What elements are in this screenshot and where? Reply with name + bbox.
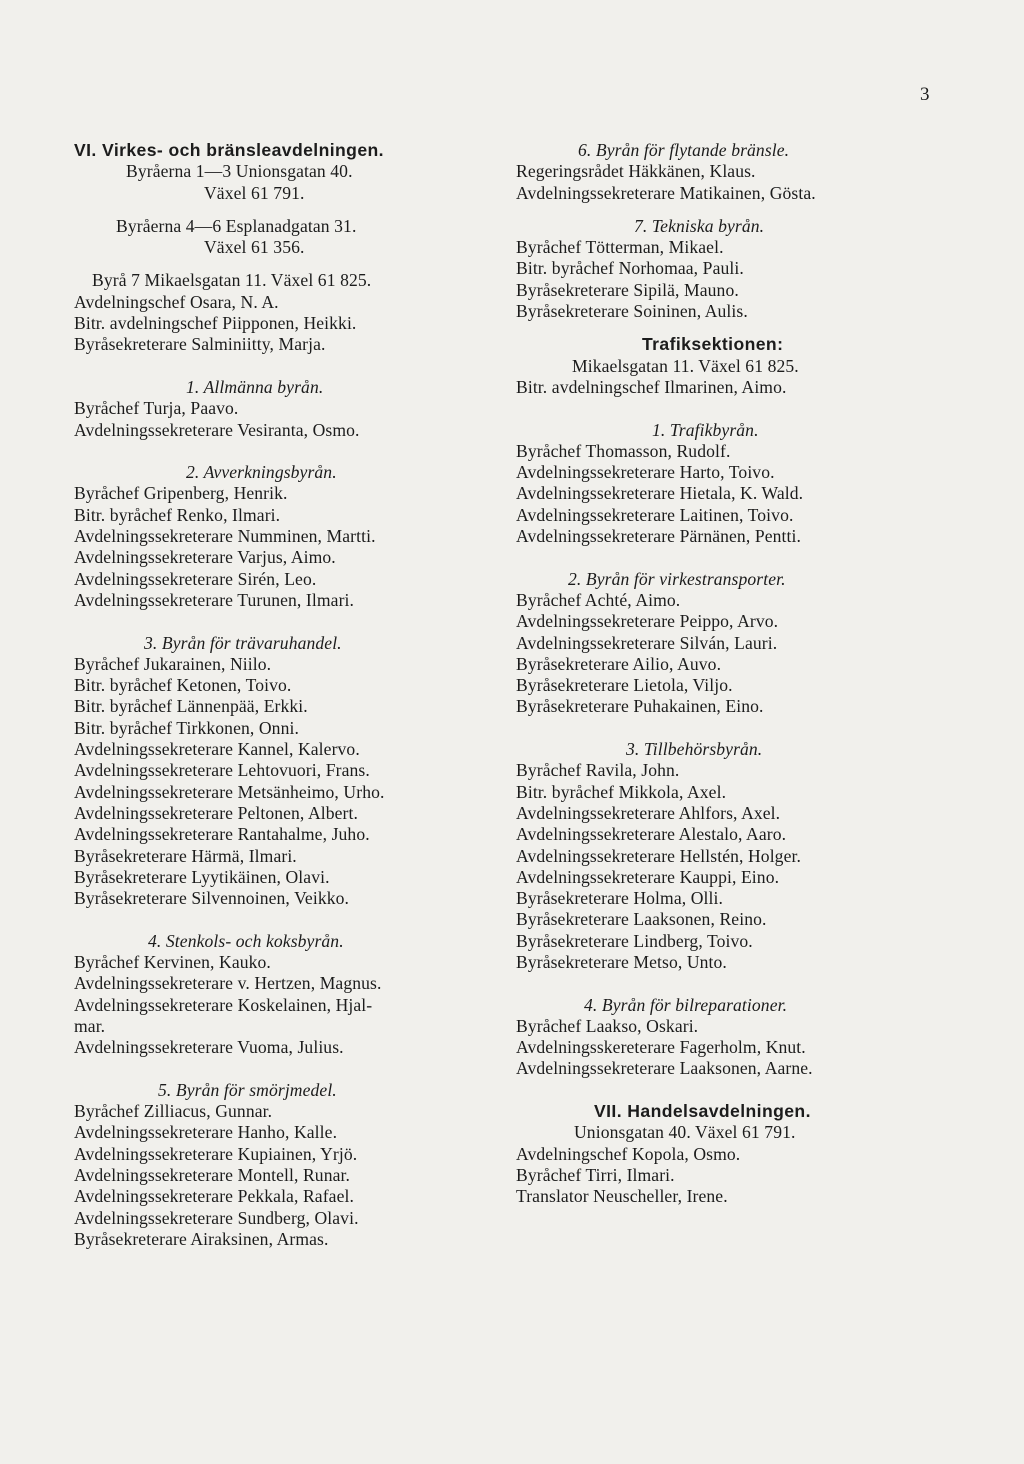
- text-line: Avdelningssekreterare Harto, Toivo.: [516, 462, 775, 483]
- text-line: Byråchef Tötterman, Mikael.: [516, 237, 724, 258]
- text-line: Byråerna 1—3 Unionsgatan 40.: [126, 161, 353, 182]
- text-line: Byråsekreterare Sipilä, Mauno.: [516, 279, 739, 300]
- text-line: Avdelningssekreterare Kauppi, Eino.: [516, 866, 780, 887]
- section-title: Trafiksektionen:: [642, 334, 784, 355]
- text-line: Bitr. avdelningschef Piipponen, Heikki.: [74, 313, 357, 334]
- text-line: Avdelningssekreterare Vesiranta, Osmo.: [74, 419, 360, 440]
- section-title: VI. Virkes- och bränsleavdelningen.: [74, 140, 384, 160]
- text-line: Avdelningschef Kopola, Osmo.: [516, 1143, 741, 1164]
- text-line: Byråsekreterare Laaksonen, Reino.: [516, 909, 767, 930]
- text-line: Avdelningssekreterare Pekkala, Rafael.: [74, 1186, 354, 1207]
- spacer: [516, 204, 936, 216]
- bureau-heading: 2. Avverkningsbyrån.: [186, 462, 337, 483]
- spacer: [516, 718, 936, 739]
- text-line: Byråchef Zilliacus, Gunnar.: [74, 1101, 273, 1122]
- right-column: [516, 140, 936, 1208]
- bureau-heading: 4. Byrån för bilreparationer.: [584, 994, 788, 1015]
- text-line: Byråerna 4—6 Esplanadgatan 31.: [116, 215, 357, 236]
- bureau-heading: 2. Byrån för virkestransporter.: [568, 568, 786, 589]
- spacer: [74, 204, 494, 216]
- spacer: [516, 1080, 936, 1101]
- text-line: mar.: [74, 1015, 106, 1036]
- text-line: Byråsekreterare Silvennoinen, Veikko.: [74, 888, 350, 909]
- text-line: Avdelningssekreterare v. Hertzen, Magnus.: [74, 973, 382, 994]
- spacer: [516, 398, 936, 419]
- bureau-heading: 1. Trafikbyrån.: [652, 419, 759, 440]
- text-line: Byråchef Thomasson, Rudolf.: [516, 440, 731, 461]
- text-line: Byråsekreterare Lyytikäinen, Olavi.: [74, 866, 330, 887]
- text-line: Byråsekreterare Metso, Unto.: [516, 951, 727, 972]
- text-line: Avdelningssekreterare Peltonen, Albert.: [74, 802, 359, 823]
- text-line: Byråsekreterare Airaksinen, Armas.: [74, 1228, 329, 1249]
- text-line: Byråsekreterare Härmä, Ilmari.: [74, 845, 297, 866]
- spacer: [516, 547, 936, 568]
- text-line: Byråsekreterare Salminiitty, Marja.: [74, 334, 326, 355]
- text-line: Avdelningssekreterare Sirén, Leo.: [74, 568, 317, 589]
- text-line: Translator Neuscheller, Irene.: [516, 1186, 728, 1207]
- text-line: Byråchef Jukarainen, Niilo.: [74, 653, 272, 674]
- left-column: [74, 140, 494, 1250]
- text-line: Byråchef Achté, Aimo.: [516, 589, 681, 610]
- text-line: Växel 61 791.: [204, 182, 305, 203]
- text-line: Byråsekreterare Holma, Olli.: [516, 888, 724, 909]
- text-line: Bitr. byråchef Tirkkonen, Onni.: [74, 717, 299, 738]
- spacer: [74, 356, 494, 377]
- spacer: [74, 1058, 494, 1079]
- text-line: Bitr. byråchef Mikkola, Axel.: [516, 781, 727, 802]
- bureau-heading: 1. Allmänna byrån.: [186, 376, 324, 397]
- spacer: [74, 611, 494, 632]
- spacer: [74, 441, 494, 462]
- text-line: Avdelningssekreterare Silván, Lauri.: [516, 632, 778, 653]
- text-line: Avdelningssekreterare Hietala, K. Wald.: [516, 483, 804, 504]
- text-line: Byråsekreterare Lindberg, Toivo.: [516, 930, 753, 951]
- spacer: [516, 973, 936, 994]
- text-line: Byråchef Tirri, Ilmari.: [516, 1164, 675, 1185]
- page-number: 3: [920, 84, 930, 105]
- spacer: [516, 322, 936, 334]
- text-line: Byråchef Gripenberg, Henrik.: [74, 483, 288, 504]
- spacer: [74, 909, 494, 930]
- text-line: Avdelningssekreterare Kupiainen, Yrjö.: [74, 1143, 358, 1164]
- text-line: Avdelningssekreterare Matikainen, Gösta.: [516, 182, 816, 203]
- bureau-heading: 5. Byrån för smörjmedel.: [158, 1079, 337, 1100]
- text-line: Avdelningschef Osara, N. A.: [74, 291, 279, 312]
- text-line: Byrå 7 Mikaelsgatan 11. Växel 61 825.: [92, 270, 372, 291]
- text-line: Avdelningssekreterare Varjus, Aimo.: [74, 547, 336, 568]
- text-line: Bitr. byråchef Lännenpää, Erkki.: [74, 696, 308, 717]
- text-line: Avdelningssekreterare Rantahalme, Juho.: [74, 824, 370, 845]
- text-line: Avdelningssekreterare Metsänheimo, Urho.: [74, 781, 385, 802]
- text-line: Bitr. byråchef Norhomaa, Pauli.: [516, 258, 744, 279]
- text-line: Avdelningssekreterare Vuoma, Julius.: [74, 1037, 344, 1058]
- text-line: Avdelningssekreterare Laitinen, Toivo.: [516, 504, 794, 525]
- text-line: Byråchef Kervinen, Kauko.: [74, 951, 271, 972]
- text-line: Avdelningssekreterare Numminen, Martti.: [74, 526, 376, 547]
- text-line: Avdelningssekreterare Alestalo, Aaro.: [516, 824, 787, 845]
- bureau-heading: 7. Tekniska byrån.: [634, 215, 765, 236]
- bureau-heading: 3. Tillbehörsbyrån.: [626, 739, 763, 760]
- text-line: Avdelningsskereterare Fagerholm, Knut.: [516, 1037, 806, 1058]
- text-line: Avdelningssekreterare Ahlfors, Axel.: [516, 802, 781, 823]
- text-line: Byråsekreterare Puhakainen, Eino.: [516, 696, 764, 717]
- text-line: Byråchef Ravila, John.: [516, 760, 680, 781]
- text-line: Avdelningssekreterare Kannel, Kalervo.: [74, 739, 360, 760]
- text-line: Avdelningssekreterare Montell, Runar.: [74, 1164, 350, 1185]
- text-line: Växel 61 356.: [204, 237, 305, 258]
- text-line: Avdelningssekreterare Hanho, Kalle.: [74, 1122, 338, 1143]
- text-line: Bitr. byråchef Ketonen, Toivo.: [74, 675, 292, 696]
- text-line: Byråchef Turja, Paavo.: [74, 398, 239, 419]
- text-line: Byråsekreterare Lietola, Viljo.: [516, 675, 733, 696]
- bureau-heading: 4. Stenkols- och koksbyrån.: [148, 930, 344, 951]
- text-line: Byråchef Laakso, Oskari.: [516, 1015, 699, 1036]
- text-line: Regeringsrådet Häkkänen, Klaus.: [516, 161, 756, 182]
- text-line: Mikaelsgatan 11. Växel 61 825.: [572, 355, 799, 376]
- section-title: VII. Handelsavdelningen.: [594, 1101, 811, 1122]
- text-line: Avdelningssekreterare Koskelainen, Hjal-: [74, 994, 373, 1015]
- text-line: Avdelningssekreterare Hellstén, Holger.: [516, 845, 801, 866]
- bureau-heading: 3. Byrån för trävaruhandel.: [144, 632, 342, 653]
- text-line: Avdelningssekreterare Pärnänen, Pentti.: [516, 526, 801, 547]
- bureau-heading: 6. Byrån för flytande bränsle.: [578, 140, 790, 160]
- text-line: Unionsgatan 40. Växel 61 791.: [574, 1122, 796, 1143]
- text-line: Avdelningssekreterare Peippo, Arvo.: [516, 611, 779, 632]
- text-line: Avdelningssekreterare Lehtovuori, Frans.: [74, 760, 370, 781]
- text-line: Byråsekreterare Soininen, Aulis.: [516, 301, 748, 322]
- text-line: Bitr. avdelningschef Ilmarinen, Aimo.: [516, 376, 787, 397]
- text-line: Byråsekreterare Ailio, Auvo.: [516, 653, 722, 674]
- text-line: Avdelningssekreterare Laaksonen, Aarne.: [516, 1058, 813, 1079]
- text-line: Bitr. byråchef Renko, Ilmari.: [74, 504, 281, 525]
- text-line: Avdelningssekreterare Sundberg, Olavi.: [74, 1207, 359, 1228]
- text-line: Avdelningssekreterare Turunen, Ilmari.: [74, 589, 355, 610]
- spacer: [74, 258, 494, 270]
